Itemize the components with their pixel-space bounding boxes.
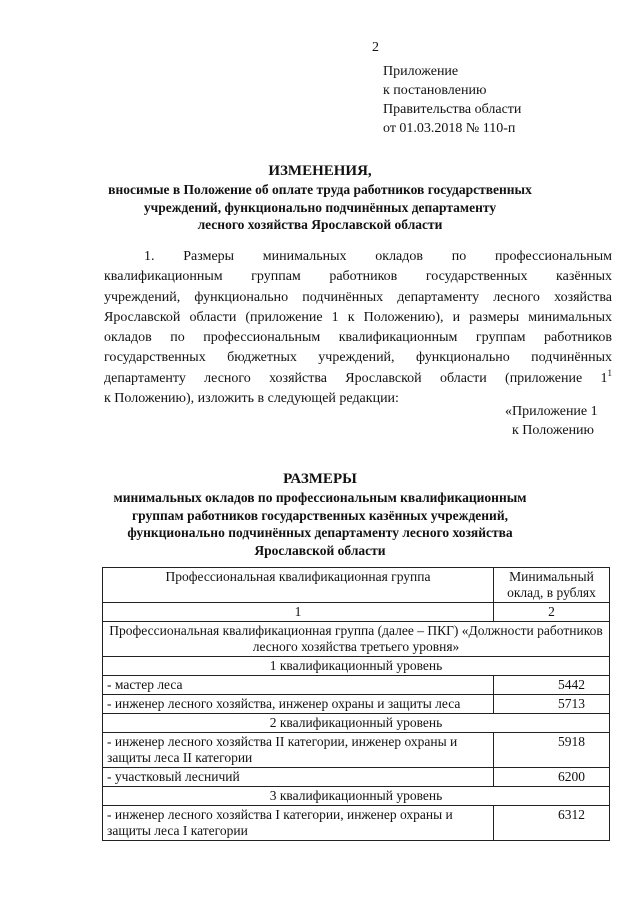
appendix-line: к постановлению (383, 83, 487, 98)
table-row (103, 768, 610, 787)
table-row (103, 733, 610, 768)
position-cell: - мастер леса (103, 676, 494, 695)
sizes-heading: РАЗМЕРЫ (283, 471, 357, 487)
salary-cell: 6312 (494, 806, 610, 841)
appendix-line: от 01.03.2018 № 110-п (383, 121, 516, 136)
sizes-subtitle-line: группам работников государственных казённых учреждений, (132, 507, 508, 523)
salary-cell: 5918 (494, 733, 610, 768)
changes-subtitle (60, 181, 580, 234)
salary-cell: 6200 (494, 768, 610, 787)
annex-line: «Приложение 1 (505, 404, 598, 419)
changes-subtitle-line: учреждений, функционально подчинённых департаменту (143, 199, 497, 215)
table-level-row (103, 714, 610, 733)
paragraph-line: учреждений, функционально подчинённых департаменту лесного хозяйства (104, 289, 612, 305)
paragraph-line: к Положению), изложить в следующей редакции: (104, 391, 399, 407)
header-salary-cell: Минимальный оклад, в рублях (494, 568, 610, 603)
header-group-cell: Профессиональная квалификационная группа (103, 568, 494, 603)
level-title-cell: 2 квалификационный уровень (103, 714, 610, 733)
paragraph-line-with-superscript (104, 369, 612, 389)
appendix-line: Приложение (383, 64, 459, 79)
paragraph-line: 1. Размеры минимальных окладов по профессиональным (144, 249, 612, 264)
level-title-cell: 3 квалификационный уровень (103, 787, 610, 806)
table-group-row (103, 622, 610, 657)
group-title-cell: Профессиональная квалификационная группа (далее – ПКГ) «Должности работников лесного хозяйства третьего уровня» (103, 622, 610, 657)
table-numbering-row (103, 603, 610, 622)
changes-heading: ИЗМЕНЕНИЯ, (268, 163, 372, 179)
salary-cell: 5442 (494, 676, 610, 695)
body-paragraph (104, 247, 612, 409)
changes-subtitle-line: лесного хозяйства Ярославской области (197, 217, 443, 232)
table-row (103, 676, 610, 695)
table-row (103, 806, 610, 841)
sizes-subtitle-line: Ярославской области (254, 542, 386, 558)
appendix-header (383, 62, 623, 138)
superscript-1: 1 (607, 367, 612, 378)
sizes-subtitle (60, 489, 580, 559)
table-level-row (103, 787, 610, 806)
paragraph-line-text: департаменту лесного хозяйства Ярославской области (приложение 1 (104, 370, 608, 386)
sizes-subtitle-line: функционально подчинённых департаменту лесного хозяйства (127, 525, 513, 540)
numbering-cell: 2 (494, 603, 610, 622)
numbering-cell: 1 (103, 603, 494, 622)
changes-subtitle-line: вносимые в Положение об оплате труда работников государственных (108, 182, 532, 197)
salary-table (102, 567, 610, 841)
paragraph-line: квалификационным группам работников государственных казённых (104, 269, 612, 285)
page-number: 2 (372, 40, 379, 55)
position-cell: - участковый лесничий (103, 768, 494, 787)
position-cell: - инженер лесного хозяйства II категории, инженер охраны и защиты леса II категории (103, 733, 494, 768)
table-header-row (103, 568, 610, 603)
paragraph-line: государственных бюджетных учреждений, функционально подчинённых (104, 350, 612, 366)
table-row (103, 695, 610, 714)
table-level-row (103, 657, 610, 676)
salary-cell: 5713 (494, 695, 610, 714)
position-cell: - инженер лесного хозяйства I категории, инженер охраны и защиты леса I категории (103, 806, 494, 841)
annex-label (505, 402, 598, 440)
appendix-line: Правительства области (383, 102, 522, 117)
level-title-cell: 1 квалификационный уровень (103, 657, 610, 676)
paragraph-line: окладов по профессиональным квалификационным группам работников (104, 330, 612, 346)
sizes-subtitle-line: минимальных окладов по профессиональным квалификационным (113, 490, 527, 505)
annex-line: к Положению (512, 423, 595, 438)
position-cell: - инженер лесного хозяйства, инженер охраны и защиты леса (103, 695, 494, 714)
paragraph-line: Ярославской области (приложение 1 к Положению), и размеры минимальных (104, 309, 612, 325)
